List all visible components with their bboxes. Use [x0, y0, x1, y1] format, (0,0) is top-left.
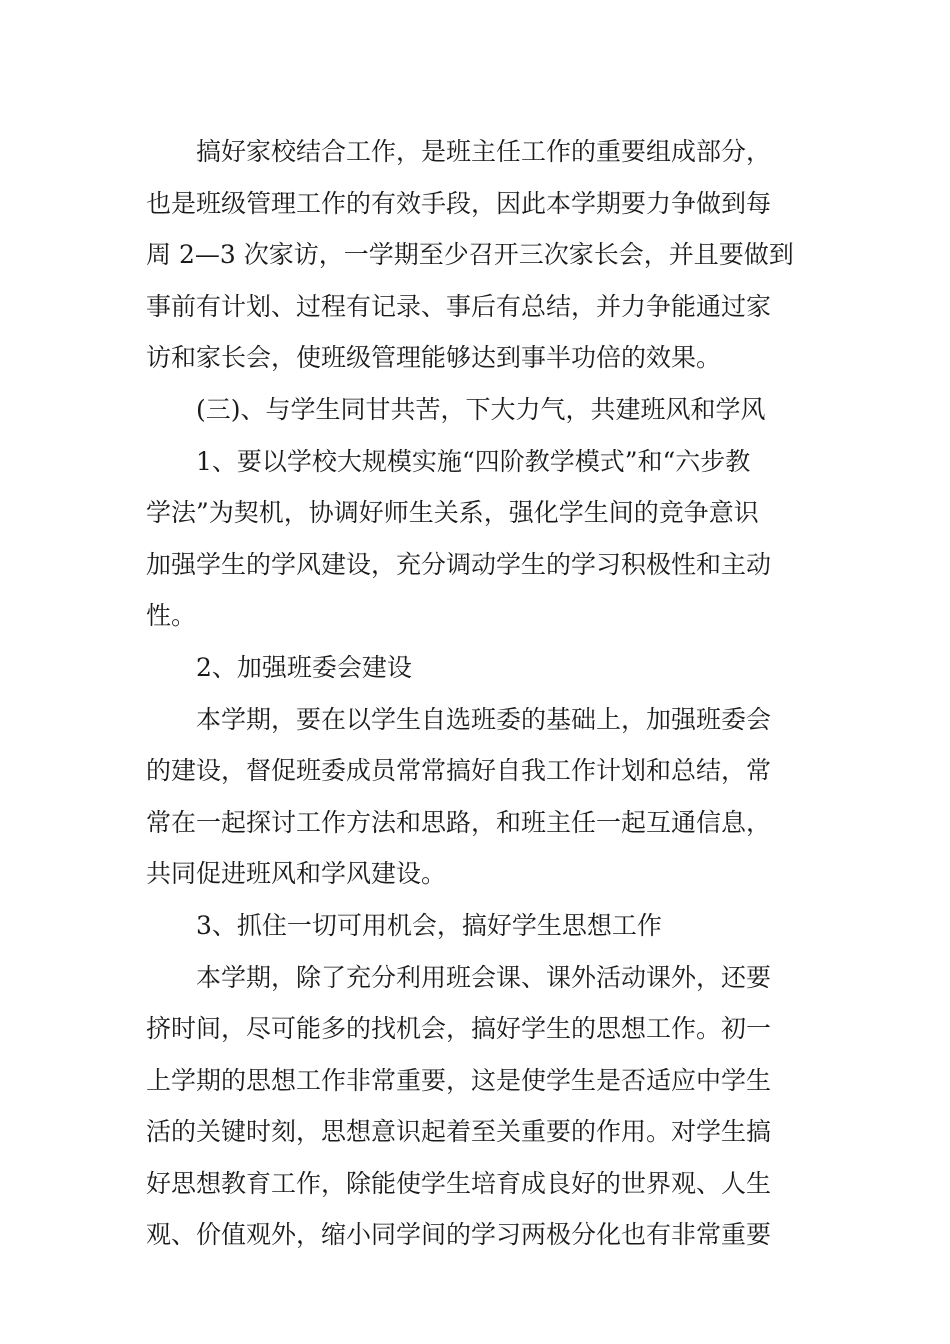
text-line: 性。 — [146, 601, 197, 631]
text-line: 上学期的思想工作非常重要，这是使学生是否适应中学生 — [146, 1065, 772, 1095]
text-line: 本学期，要在以学生自选班委的基础上，加强班委会 — [196, 704, 772, 734]
body-text — [146, 126, 808, 1261]
text-line: 观、价值观外，缩小同学间的学习两极分化也有非常重要 — [146, 1220, 772, 1250]
text-line: 本学期，除了充分利用班会课、课外活动课外，还要 — [196, 962, 772, 992]
text-line: 挤时间，尽可能多的找机会，搞好学生的思想工作。初一 — [146, 1014, 772, 1044]
text-line: 学法”为契机，协调好师生关系，强化学生间的竞争意识 — [146, 498, 759, 528]
text-line: 1、要以学校大规模实施“四阶教学模式”和“六步教 — [196, 446, 751, 476]
subheading: 2、加强班委会建设 — [196, 652, 412, 682]
text-line: 周 2—3 次家访，一学期至少召开三次家长会，并且要做到 — [146, 240, 794, 270]
text-line: 共同促进班风和学风建设。 — [146, 859, 447, 889]
text-line: 常在一起探讨工作方法和思路，和班主任一起互通信息， — [146, 807, 772, 837]
text-line: 的建设，督促班委成员常常搞好自我工作计划和总结，常 — [146, 756, 772, 786]
text-line: 也是班级管理工作的有效手段，因此本学期要力争做到每 — [146, 188, 772, 218]
subheading: 3、抓住一切可用机会，搞好学生思想工作 — [196, 910, 662, 940]
section-heading: (三)、与学生同甘共苦，下大力气，共建班风和学风 — [196, 394, 766, 424]
text-line: 好思想教育工作，除能使学生培育成良好的世界观、人生 — [146, 1168, 772, 1198]
text-line: 事前有计划、过程有记录、事后有总结，并力争能通过家 — [146, 291, 772, 321]
text-line: 活的关键时刻，思想意识起着至关重要的作用。对学生搞 — [146, 1117, 772, 1147]
text-line: 加强学生的学风建设，充分调动学生的学习积极性和主动 — [146, 549, 772, 579]
text-line: 搞好家校结合工作，是班主任工作的重要组成部分， — [196, 137, 772, 166]
text-line: 访和家长会，使班级管理能够达到事半功倍的效果。 — [146, 343, 722, 373]
